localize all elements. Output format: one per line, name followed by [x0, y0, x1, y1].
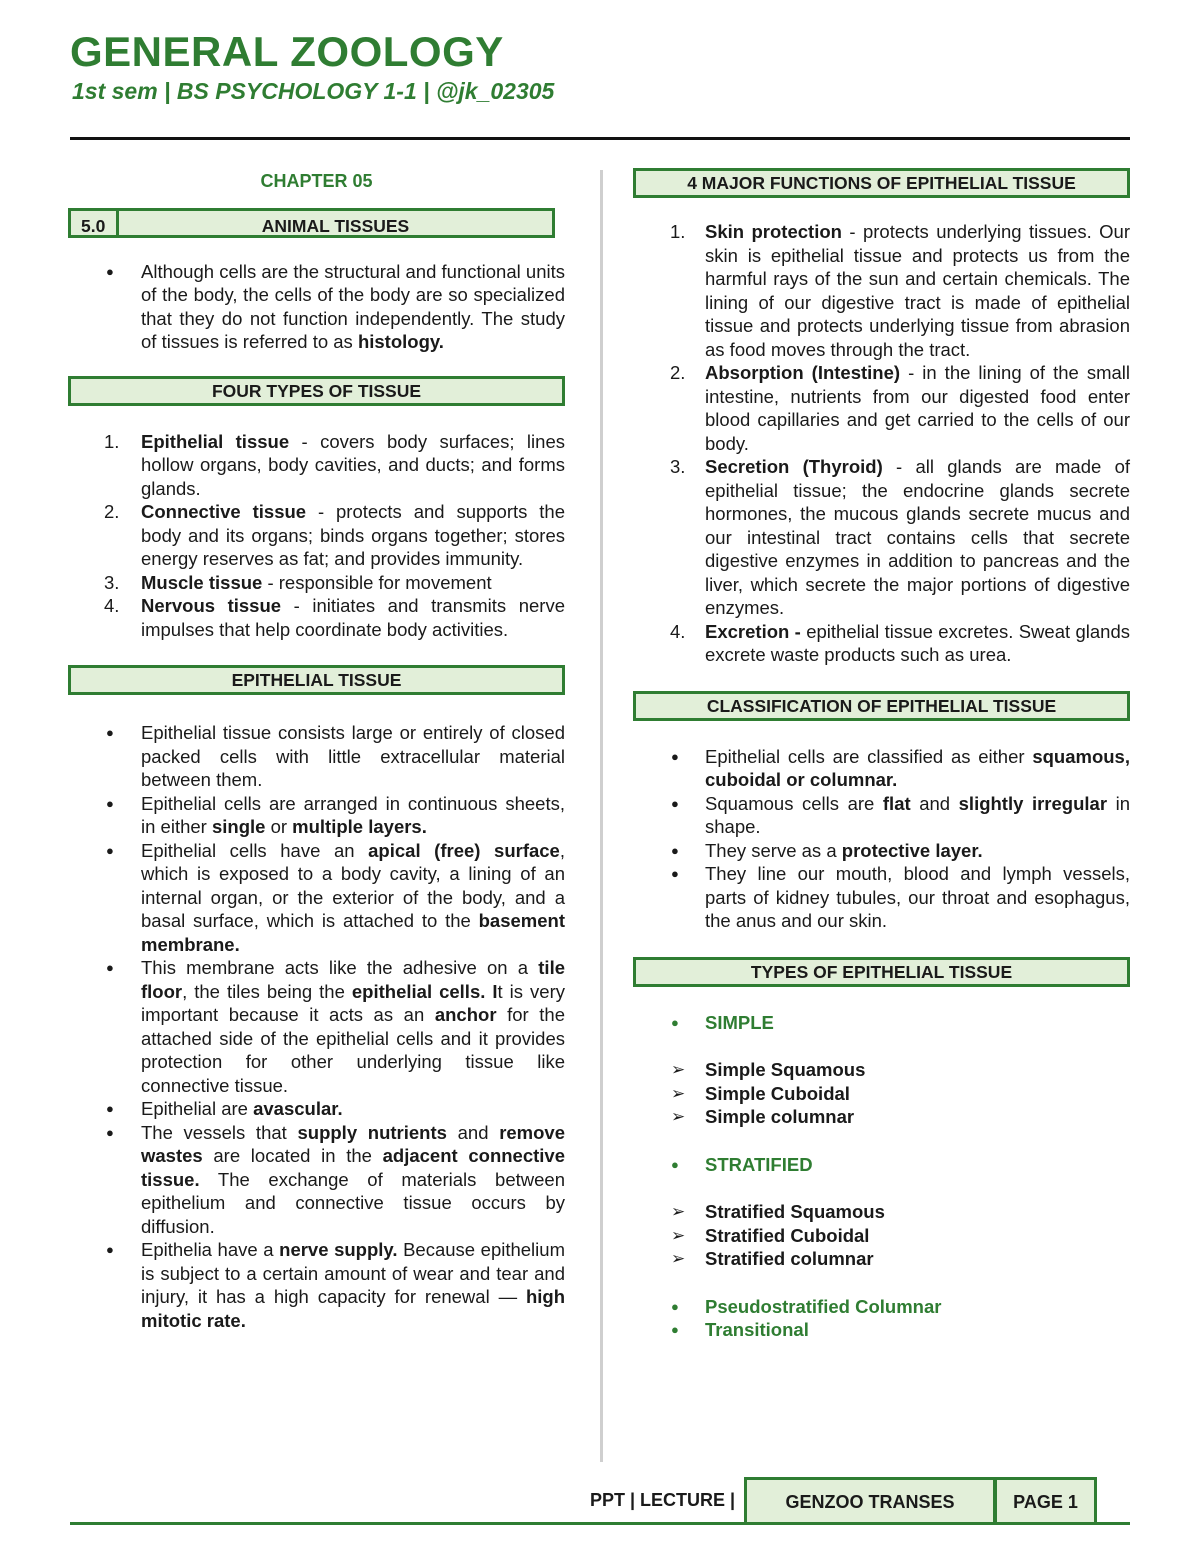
list-item: ● Squamous cells are flat and slightly irregular in shape.: [633, 792, 1130, 839]
list-item: 1. Epithelial tissue - covers body surfaces; lines hollow organs, body cavities, and ducts; and forms glands.: [104, 430, 565, 499]
list-item: ● Epithelial cells are classified as either squamous, cuboidal or columnar.: [633, 745, 1130, 792]
list-item: ● Epithelia have a nerve supply. Because epithelium is subject to a certain amount of wear and tear and injury, it has a high capacity for renewal — high mitotic rate.: [68, 1238, 565, 1332]
list-item: ➢ Stratified columnar: [633, 1247, 1130, 1271]
list-item: ● STRATIFIED: [633, 1153, 1130, 1177]
footer-label: PPT | LECTURE |: [590, 1490, 736, 1510]
left-column: [68, 168, 565, 1332]
list-item: ● SIMPLE: [633, 1011, 1130, 1035]
classification-list: [633, 745, 1130, 933]
list-item: 4. Nervous tissue - initiates and transmits nerve impulses that help coordinate body activities.: [104, 595, 565, 640]
footer-course-box: GENZOO TRANSES: [744, 1477, 996, 1525]
list-item: ➢ Simple Cuboidal: [633, 1082, 1130, 1106]
list-item: ● Although cells are the structural and functional units of the body, the cells of the body are so specialized that they do not function independently. The study of tissues is referred to as histology.: [68, 260, 565, 354]
right-column: [633, 168, 1130, 1342]
functions-heading: 4 MAJOR FUNCTIONS OF EPITHELIAL TISSUE: [633, 168, 1130, 198]
list-item: ● Epithelial cells have an apical (free) surface, which is exposed to a body cavity, a lining of an internal organ, or the exterior of the body, and a basal surface, which is attached to the basement membrane.: [68, 839, 565, 957]
doc-subtitle: 1st sem | BS PSYCHOLOGY 1-1 | @jk_02305: [72, 78, 555, 104]
stratified-types-list: [633, 1200, 1130, 1271]
types-heading: TYPES OF EPITHELIAL TISSUE: [633, 957, 1130, 987]
section-title: ANIMAL TISSUES: [261, 215, 410, 236]
list-item: ➢ Simple columnar: [633, 1105, 1130, 1129]
list-item: ● The vessels that supply nutrients and remove wastes are located in the adjacent connective tissue. The exchange of materials between epithelium and connective tissue occurs by diffusion.: [68, 1121, 565, 1239]
list-item: ● This membrane acts like the adhesive on a tile floor, the tiles being the epithelial cells. It is very important because it acts as an anchor for the attached side of the epithelial cells and it provides protection for other underlying tissue like connective tissue.: [68, 956, 565, 1097]
list-item: ● Epithelial tissue consists large or entirely of closed packed cells with little extracellular material between them.: [68, 721, 565, 792]
epithelial-heading: EPITHELIAL TISSUE: [68, 665, 565, 695]
section-heading: [68, 208, 555, 238]
list-item: 4. Excretion - epithelial tissue excretes. Sweat glands excrete waste products such as urea.: [670, 620, 1131, 665]
classification-heading: CLASSIFICATION OF EPITHELIAL TISSUE: [633, 691, 1130, 721]
section-number: 5.0: [71, 211, 119, 235]
list-item: 1. Skin protection - protects underlying tissues. Our skin is epithelial tissue and protects us from the harmful rays of the sun and certain chemicals. The lining of our digestive tract is made of epithelial tissue and protects underlying tissue from abrasion as food moves through the tract.: [670, 221, 1130, 360]
list-item: 2. Connective tissue - protects and supports the body and its organs; binds organs together; stores energy reserves as fat; and provides immunity.: [104, 501, 565, 569]
epithelial-list: [68, 721, 565, 1332]
list-item: ● Epithelial are avascular.: [68, 1097, 565, 1121]
list-item: ● They serve as a protective layer.: [633, 839, 1130, 863]
list-item: ● They line our mouth, blood and lymph vessels, parts of kidney tubules, our throat and esophagus, the anus and our skin.: [633, 862, 1130, 933]
footer-page-box: PAGE 1: [994, 1477, 1097, 1525]
four-types-list: [68, 430, 565, 642]
functions-list: [633, 220, 1130, 667]
list-item: ● Epithelial cells are arranged in continuous sheets, in either single or multiple layers.: [68, 792, 565, 839]
list-item: 3. Secretion (Thyroid) - all glands are made of epithelial tissue; the endocrine glands secrete hormones, the mucous glands secrete mucus and our intestinal tract contains cells that secrete digestive enzymes in addition to pancreas and the liver, which secrete the major portions of digestive enzymes.: [670, 456, 1130, 618]
types-list: [633, 1011, 1130, 1035]
other-types-list: [633, 1295, 1130, 1342]
list-item: ● Pseudostratified Columnar: [633, 1295, 1130, 1319]
list-item: 3. Muscle tissue - responsible for movement: [104, 571, 492, 593]
list-item: 2. Absorption (Intestine) - in the lining of the small intestine, nutrients from our digested food enter blood capillaries and get carried to the cells of our body.: [670, 362, 1130, 454]
chapter-label: CHAPTER 05: [260, 171, 373, 191]
doc-title: GENERAL ZOOLOGY: [70, 28, 504, 75]
list-item: ● Transitional: [633, 1318, 1130, 1342]
header-divider: [70, 137, 1130, 140]
stratified-header-list: [633, 1153, 1130, 1177]
footer-divider: [70, 1522, 1130, 1525]
intro-list: [68, 260, 565, 354]
list-item: ➢ Simple Squamous: [633, 1058, 1130, 1082]
list-item: ➢ Stratified Cuboidal: [633, 1224, 1130, 1248]
list-item: ➢ Stratified Squamous: [633, 1200, 1130, 1224]
four-types-heading: FOUR TYPES OF TISSUE: [68, 376, 565, 406]
column-divider: [600, 170, 603, 1462]
simple-types-list: [633, 1058, 1130, 1129]
